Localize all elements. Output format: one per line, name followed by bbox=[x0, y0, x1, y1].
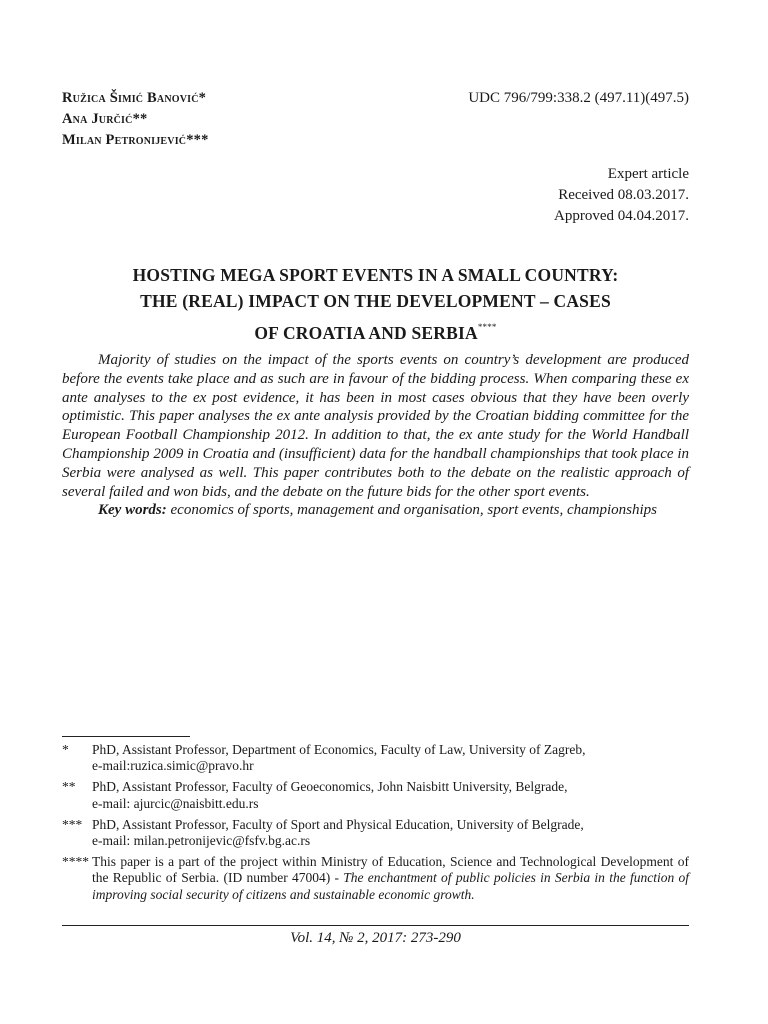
footnote-divider bbox=[62, 736, 190, 737]
footnote-body bbox=[92, 779, 689, 811]
footnote-email: e-mail:ruzica.simic@pravo.hr bbox=[92, 758, 254, 774]
title-line-3-text: OF CROATIA AND SERBIA bbox=[254, 323, 478, 343]
author-list bbox=[62, 88, 209, 151]
footnotes bbox=[62, 742, 689, 908]
footer-divider bbox=[62, 925, 689, 926]
author-2: Ana Jurčić** bbox=[62, 111, 148, 127]
footnote-text: PhD, Assistant Professor, Faculty of Geoeconomics, John Naisbitt University, Belgrade, bbox=[92, 779, 568, 795]
title-footnote-marker: **** bbox=[477, 322, 497, 332]
footnote-email: e-mail: ajurcic@naisbitt.edu.rs bbox=[92, 795, 259, 811]
footnote-mark: *** bbox=[62, 816, 83, 832]
udc-code: UDC 796/799:338.2 (497.11)(497.5) bbox=[468, 90, 689, 106]
footnote-body bbox=[92, 854, 689, 903]
approved-date: Approved 04.04.2017. bbox=[554, 208, 689, 224]
author-1: Ružica Šimić Banović* bbox=[62, 90, 207, 106]
footnote-body bbox=[92, 742, 689, 774]
paper-page bbox=[62, 0, 689, 1024]
abstract-text: Majority of studies on the impact of the sports events on country’s development are produced before the events take place and as such are in favour of the bidding process. When comparing these ex ante analyses to the ex post evidence, it has been in most cases obvious that they have been overly optimistic. This paper analyses the ex ante analysis provided by the Croatian bidding committee for the European Football Championship 2012. In addition to that, the ex ante study for the World Handball Championship 2009 in Croatia and (insufficient) data for the handball championships that took place in Serbia were analysed as well. This paper contributes both to the debate on the realistic approach of several failed and won bids, and the debate on the future bids for the other sport events. bbox=[62, 352, 689, 500]
footnote-body bbox=[92, 817, 689, 849]
volume-info: Vol. 14, № 2, 2017: 273-290 bbox=[290, 930, 461, 946]
keywords bbox=[62, 501, 689, 520]
footnote-text: This paper is a part of the project within Ministry of Education, Science and Technological Development of the Republic of Serbia. (ID number 47004) - bbox=[92, 854, 689, 886]
footnote-mark: **** bbox=[62, 854, 89, 870]
keywords-label: Key words: bbox=[98, 502, 167, 519]
footnote-text: PhD, Assistant Professor, Department of Economics, Faculty of Law, University of Zagreb, bbox=[92, 742, 586, 757]
footnote-email: e-mail: milan.petronijevic@fsfv.bg.ac.rs bbox=[92, 833, 311, 849]
footnote-mark: * bbox=[62, 742, 69, 757]
received-date: Received 08.03.2017. bbox=[558, 187, 689, 203]
footnote bbox=[62, 779, 689, 811]
footnote bbox=[62, 817, 689, 849]
paper-title bbox=[62, 262, 689, 346]
footnote bbox=[62, 742, 689, 774]
keywords-text: economics of sports, management and organisation, sport events, championships bbox=[170, 502, 657, 519]
author-3: Milan Petronijević*** bbox=[62, 132, 209, 148]
footnote-text: PhD, Assistant Professor, Faculty of Sport and Physical Education, University of Belgrade, bbox=[92, 816, 584, 832]
footnote bbox=[62, 854, 689, 903]
title-line-2: THE (REAL) IMPACT ON THE DEVELOPMENT – CASES bbox=[140, 291, 611, 311]
project-title: The enchantment of public policies in Serbia in the function of improving social security of citizens and sustainable economic growth. bbox=[92, 870, 689, 902]
article-type: Expert article bbox=[607, 166, 689, 182]
footnote-mark: ** bbox=[62, 779, 76, 795]
abstract bbox=[62, 351, 689, 520]
title-line-1: HOSTING MEGA SPORT EVENTS IN A SMALL COUNTRY: bbox=[132, 265, 619, 285]
article-meta bbox=[554, 164, 689, 227]
title-line-3 bbox=[62, 314, 689, 346]
